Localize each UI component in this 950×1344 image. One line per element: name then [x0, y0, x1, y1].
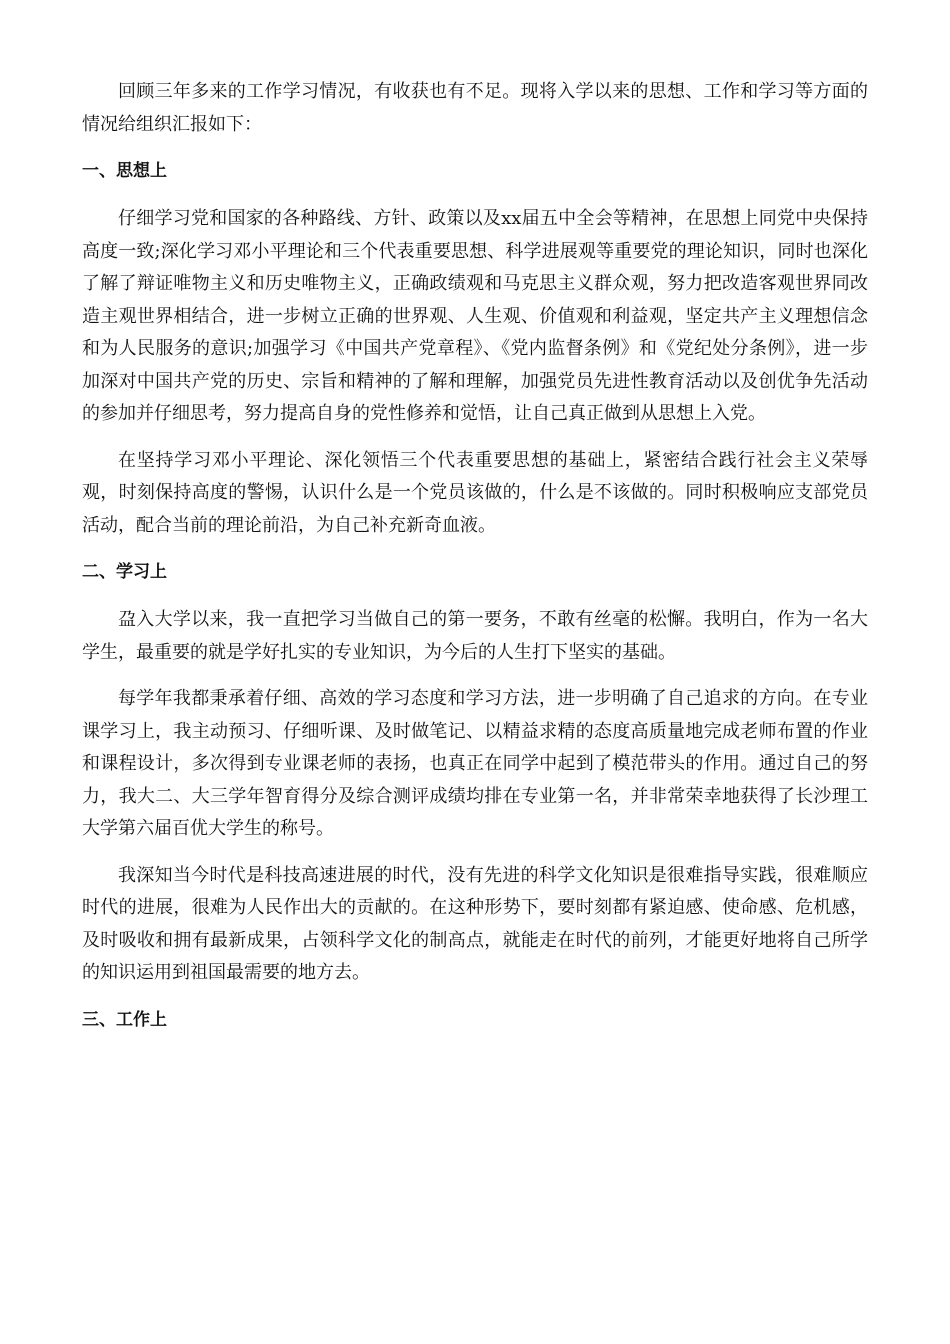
- study-paragraph-2: 每学年我都秉承着仔细、高效的学习态度和学习方法，进一步明确了自己追求的方向。在专业课学习上，我主动预习、仔细听课、及时做笔记、以精益求精的态度高质量地完成老师布置的作业和课程设计，多次得到专业课老师的表扬，也真正在同学中起到了模范带头的作用。通过自己的努力，我大二、大三学年智育得分及综合测评成绩均排在专业第一名，并非常荣幸地获得了长沙理工大学第六届百优大学生的称号。: [82, 688, 868, 839]
- thought-paragraph-1: 仔细学习党和国家的各种路线、方针、政策以及xx届五中全会等精神，在思想上同党中央保持高度一致;深化学习邓小平理论和三个代表重要思想、科学进展观等重要党的理论知识，同时也深化了解了辩证唯物主义和历史唯物主义，正确政绩观和马克思主义群众观，努力把改造客观世界同改造主观世界相结合，进一步树立正确的世界观、人生观、价值观和利益观，坚定共产主义理想信念和为人民服务的意识;加强学习《中国共产党章程》、《党内监督条例》和《党纪处分条例》，进一步加深对中国共产党的历史、宗旨和精神的了解和理解，加强党员先进性教育活动以及创优争先活动的参加并仔细思考，努力提高自身的党性修养和觉悟，让自己真正做到从思想上入党。: [82, 208, 868, 424]
- study-paragraph-1: 盁入大学以来，我一直把学习当做自己的第一要务，不敢有丝毫的松懈。我明白，作为一名大学生，最重要的就是学好扎实的专业知识，为今后的人生打下坚实的基础。: [82, 609, 868, 663]
- study-paragraph-3: 我深知当今时代是科技高速进展的时代，没有先进的科学文化知识是很难指导实践，很难顺应时代的进展，很难为人民作出大的贡献的。在这种形势下，要时刻都有紧迫感、使命感、危机感，及时吸收和拥有最新成果，占领科学文化的制高点，就能走在时代的前列，才能更好地将自己所学的知识运用到祖国最需要的地方去。: [82, 864, 868, 983]
- thought-paragraph-2: 在坚持学习邓小平理论、深化领悟三个代表重要思想的基础上，紧密结合践行社会主义荣辱观，时刻保持高度的警惕，认识什么是一个党员该做的，什么是不该做的。同时积极响应支部党员活动，配合当前的理论前沿，为自己补充新奇血液。: [82, 449, 868, 536]
- intro-paragraph: 回顾三年多来的工作学习情况，有收获也有不足。现将入学以来的思想、工作和学习等方面的情况给组织汇报如下：: [82, 81, 868, 135]
- document-page: [82, 76, 868, 1052]
- section-heading-thought: 一、思想上: [82, 161, 167, 181]
- section-heading-study: 二、学习上: [82, 562, 167, 582]
- section-heading-work: 三、工作上: [82, 1009, 167, 1030]
